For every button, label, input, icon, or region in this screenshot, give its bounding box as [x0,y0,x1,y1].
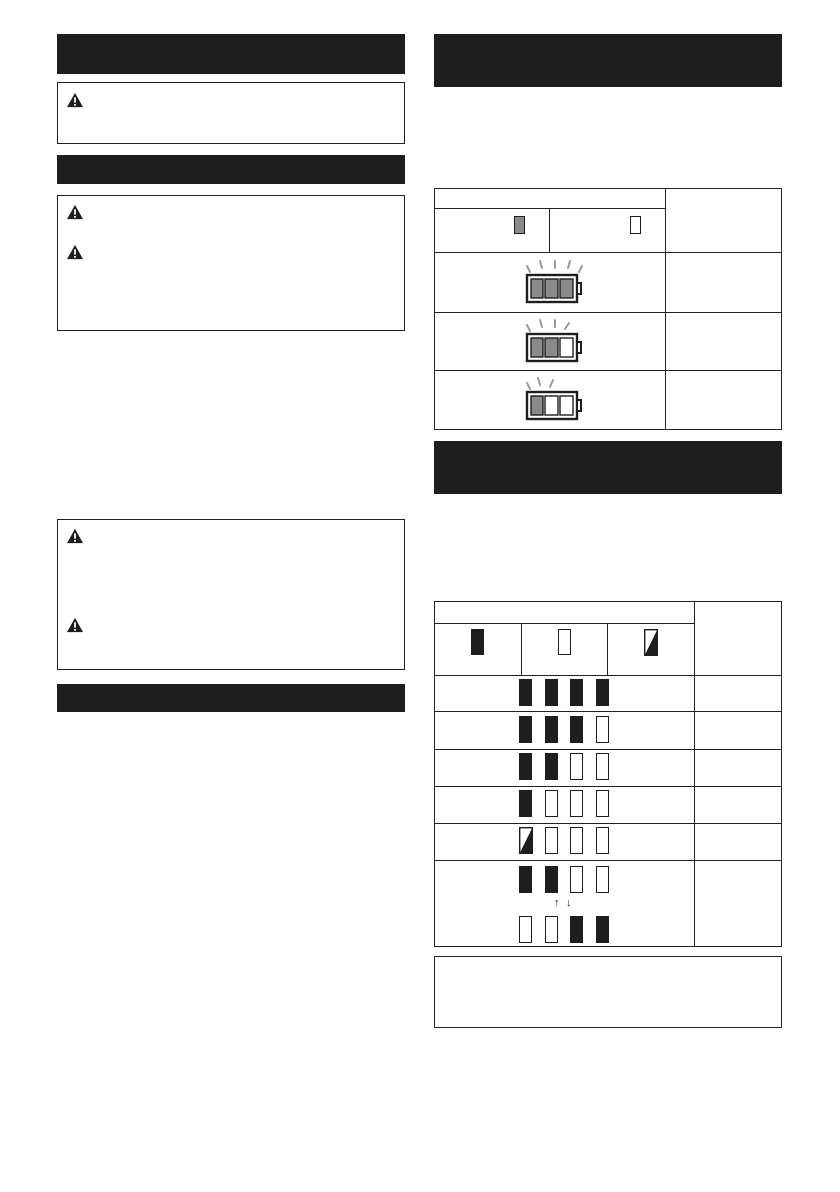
warning-box-1 [57,82,405,144]
lamp-lit-2 [545,753,558,780]
legend-off-lamp [558,629,571,655]
lamp-off-3 [570,790,583,817]
warning-box-2 [57,195,405,331]
section-heading-2 [57,155,405,184]
lamp-off-2 [545,790,558,817]
warning-box-3 [57,519,405,670]
lamp-off-4 [596,716,609,743]
lamp-off-4 [596,827,609,854]
battery-icon-3-bars [522,259,584,307]
legend-lit-indicator [514,216,525,234]
lamp-lit-3 [570,679,583,706]
lamp-lit-4 [596,916,609,943]
lamp-blinking-1 [519,827,533,854]
lamp-off-4 [596,753,609,780]
lamp-off-2 [545,827,558,854]
warning-icon [66,92,84,108]
lamp-lit-2 [545,716,558,743]
section-heading-1 [57,34,405,74]
lamp-lit-4 [596,679,609,706]
lamp-off-4 [596,790,609,817]
lamp-lit-1 [519,790,532,817]
legend-blinking-lamp [644,629,658,656]
lamp-indicator-table [434,601,782,947]
arrow-down-icon: ↓ [566,897,572,909]
lamp-lit-2 [545,679,558,706]
lamp-lit-1 [519,716,532,743]
lamp-lit-1 [519,866,532,893]
section-heading-3 [57,684,405,712]
legend-lit-lamp [471,629,484,655]
battery-indicator-table [434,188,782,430]
warning-icon [66,204,84,220]
lamp-off-3 [570,753,583,780]
lamp-off-4 [596,866,609,893]
battery-icon-1-bar [522,376,584,424]
lamp-lit-1 [519,679,532,706]
lamp-off-2 [545,916,558,943]
battery-icon-2-bars [522,318,584,366]
lamp-lit-3 [570,716,583,743]
warning-icon [66,617,84,633]
lamp-off-1 [519,916,532,943]
section-heading-5 [434,441,782,494]
note-box [434,956,782,1028]
lamp-lit-2 [545,866,558,893]
warning-icon [66,244,84,260]
arrow-up-icon: ↑ [554,897,560,909]
lamp-lit-1 [519,753,532,780]
warning-icon [66,528,84,544]
legend-blinking-indicator [630,216,641,234]
lamp-lit-3 [570,916,583,943]
section-heading-4 [434,34,782,87]
lamp-off-3 [570,866,583,893]
lamp-off-3 [570,827,583,854]
